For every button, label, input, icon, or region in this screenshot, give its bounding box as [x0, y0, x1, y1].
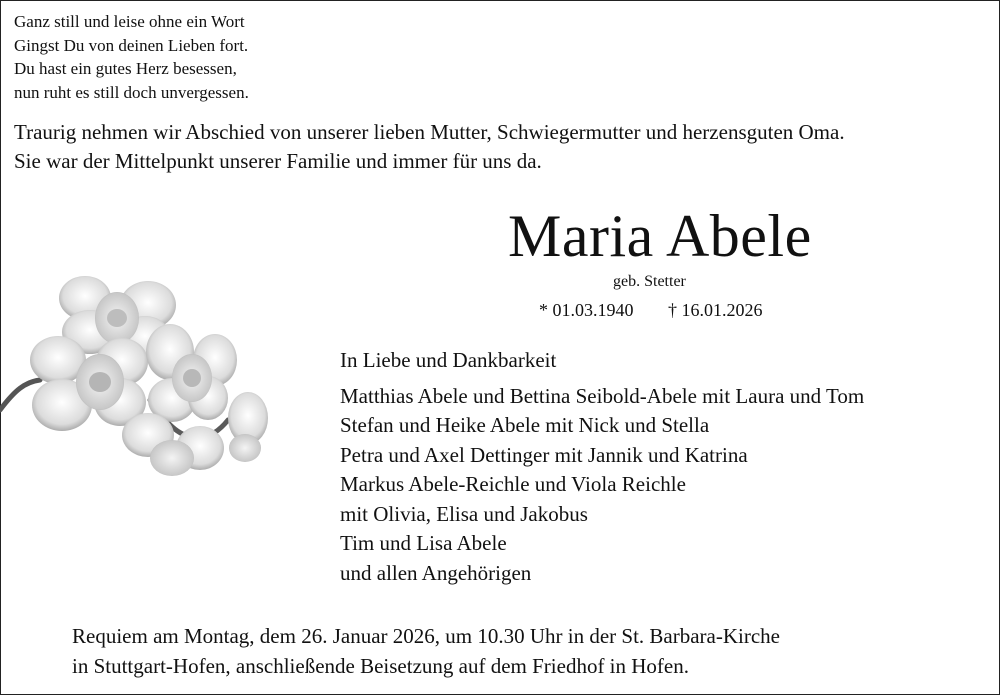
- family-member: Stefan und Heike Abele mit Nick und Stella: [340, 413, 710, 437]
- intro-line: Sie war der Mittelpunkt unserer Familie und immer für uns da.: [14, 149, 542, 173]
- poem: [14, 10, 249, 104]
- poem-line: Du hast ein gutes Herz besessen,: [14, 59, 237, 78]
- orchid-icon: [0, 270, 290, 480]
- poem-line: nun ruht es still doch unvergessen.: [14, 82, 249, 102]
- family-member: und allen Angehörigen: [340, 560, 532, 585]
- birth-name: geb. Stetter: [613, 273, 686, 290]
- poem-line: Ganz still und leise ohne ein Wort: [14, 12, 245, 31]
- family-member: Tim und Lisa Abele: [340, 531, 507, 555]
- family-member: Petra und Axel Dettinger mit Jannik und Katrina: [340, 442, 748, 467]
- death-date: † 16.01.2026: [668, 300, 763, 320]
- intro-text: [14, 118, 845, 176]
- deceased-name: Maria Abele: [508, 203, 812, 269]
- family-member: Markus Abele-Reichle und Viola Reichle: [340, 472, 686, 496]
- family-greeting: In Liebe und Dankbarkeit: [340, 348, 557, 372]
- requiem-info: [72, 622, 780, 681]
- life-dates: [539, 298, 763, 322]
- family-member: Matthias Abele und Bettina Seibold-Abele mit Laura und Tom: [340, 383, 865, 408]
- requiem-line: in Stuttgart-Hofen, anschließende Beisetzung auf dem Friedhof in Hofen.: [72, 653, 689, 678]
- requiem-line: Requiem am Montag, dem 26. Januar 2026, um 10.30 Uhr in der St. Barbara-Kirche: [72, 624, 781, 648]
- poem-line: Gingst Du von deinen Lieben fort.: [14, 35, 249, 55]
- family-member: mit Olivia, Elisa und Jakobus: [340, 501, 588, 526]
- birth-date: * 01.03.1940: [539, 300, 634, 320]
- family-list: [340, 346, 864, 588]
- intro-line: Traurig nehmen wir Abschied von unserer lieben Mutter, Schwiegermutter und herzensguten Oma.: [14, 120, 845, 144]
